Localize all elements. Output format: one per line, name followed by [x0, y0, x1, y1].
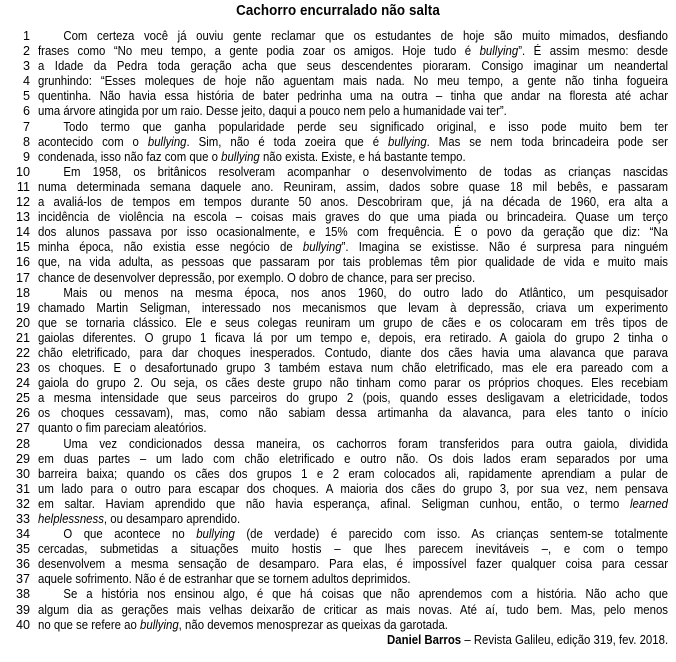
line-number: 15	[15, 240, 30, 255]
line-number: 30	[15, 466, 30, 481]
attribution-author: Daniel Barros	[386, 632, 462, 647]
text-line	[0, 150, 676, 165]
line-text: quanto o fim pareciam aleatórios.	[38, 421, 207, 436]
text-line	[0, 286, 676, 301]
text-line	[0, 255, 676, 270]
line-number: 35	[15, 542, 30, 557]
line-text: Com certeza você já ouviu gente reclamar que os estudantes de hoje são muito mimados, desfiando	[63, 29, 668, 43]
line-number: 33	[15, 512, 30, 526]
line-number: 32	[15, 496, 30, 511]
line-number: 4	[22, 74, 30, 89]
line-text: a mesma intensidade que seus parceiros do grupo 2 (pois, quando esses desligavam a eletricidade, todos	[38, 391, 668, 406]
line-number: 10	[15, 164, 30, 179]
line-text: O que acontece no bullying (de verdade) é parecido com isso. As crianças sentem-se totalmente	[63, 527, 668, 542]
text-line	[0, 406, 676, 421]
line-number: 23	[15, 361, 30, 376]
line-text: aquele sofrimento. Não é de estranhar que se tornem adultos deprimidos.	[38, 572, 411, 587]
text-line	[0, 376, 676, 391]
text-line	[0, 467, 676, 482]
line-number: 37	[15, 572, 30, 587]
line-number: 29	[15, 451, 30, 466]
line-text: quentinha. Não havia essa história de bater pedrinha uma na outra – tinha que andar na floresta até achar	[38, 89, 668, 104]
line-text: que, na vida adulta, as pessoas que passaram por tais problemas têm pior qualidade de vida e muito mais	[38, 255, 668, 270]
line-number: 38	[15, 587, 30, 602]
line-number: 25	[15, 391, 30, 406]
text-line	[0, 180, 676, 195]
line-text: Todo termo que ganha popularidade perde seu significado original, e isso pode muito bem ter	[63, 119, 668, 134]
line-text: uma árvore atingida por um raio. Desse jeito, daqui a pouco nem pelo a humanidade vai ter”.	[38, 104, 507, 119]
line-number: 39	[15, 602, 30, 617]
text-line	[0, 361, 676, 376]
line-text: chance de desenvolver depressão, por exemplo. O dobro de chance, para ser preciso.	[38, 270, 476, 285]
line-text: barreira baixa; quando os cães dos grupos 1 e 2 eram colocados ali, rapidamente aprendiam a pular de	[38, 466, 668, 481]
line-text: cercadas, submetidas a situações muito hostis – que lhes parecem inevitáveis –, e com o tempo	[38, 542, 668, 557]
line-text: os choques cessavam), mas, como não sabiam dessa artimanha da alavanca, para eles tanto o início	[38, 406, 668, 421]
line-text: os choques. E o desafortunado grupo 3 também estava num chão eletrificado, mas ele era pareado com a	[38, 361, 668, 376]
text-line	[0, 587, 676, 602]
text-line	[0, 542, 676, 557]
text-line	[0, 497, 676, 512]
text-line	[0, 210, 676, 225]
line-number: 22	[15, 345, 30, 360]
line-number: 21	[15, 330, 30, 345]
line-text: Mais ou menos na mesma época, nos anos 1960, do outro lado do Atlântico, um pesquisador	[63, 285, 668, 300]
line-text: chamado Martin Seligman, interessado nos mecanismos que levam à depressão, criava um experimento	[38, 300, 668, 315]
line-number: 14	[15, 225, 30, 240]
line-text: acontecido com o bullying. Sim, não é toda zoeira que é bullying. Mas se nem toda brincadeira pode ser	[38, 134, 668, 149]
text-line	[0, 59, 676, 74]
text-line	[0, 603, 676, 618]
text-line	[0, 29, 676, 44]
line-text: condenada, isso não faz com que o bullying não exista. Existe, e há bastante tempo.	[38, 149, 466, 164]
line-number: 26	[15, 406, 30, 421]
text-line	[0, 301, 676, 316]
line-text: algum dia as gerações mais velhas deixarão de criticar as mais novas. Até aí, tudo bem. Mas, pelo menos	[38, 602, 668, 617]
line-number: 6	[22, 104, 30, 119]
text-line	[0, 195, 676, 210]
line-text: incidência de violência na escola – coisas mais graves do que uma piada ou brincadeira. Quase um terço	[38, 210, 668, 225]
line-number: 27	[15, 421, 30, 436]
text-line	[0, 225, 676, 240]
text-line	[0, 512, 676, 527]
text-line	[0, 527, 676, 542]
line-text: a Idade da Pedra toda geração acha que seus descendentes pioraram. Consigo imaginar um neandertal	[38, 59, 668, 74]
attribution-source: – Revista Galileu, edição 319, fev. 2018.	[461, 632, 668, 647]
line-number: 9	[22, 149, 30, 164]
text-line	[0, 391, 676, 406]
line-text: numa determinada semana daquele ano. Reuniram, assim, dados sobre quase 18 mil bebês, e passaram	[38, 179, 668, 194]
text-line	[0, 89, 676, 104]
line-text: que se tornaria clássico. Ele e seus colegas reuniram um grupo de cães e os colocaram em três tipos de	[38, 315, 668, 330]
line-text: em saltar. Haviam aprendido que não havia esperança, afinal. Seligman cunhou, então, o termo learned	[38, 496, 668, 511]
text-line	[0, 120, 676, 135]
line-number: 19	[15, 300, 30, 315]
line-number: 7	[22, 119, 30, 134]
line-number: 18	[15, 285, 30, 300]
line-text: frases como “No meu tempo, a gente podia zoar os amigos. Hoje tudo é bullying”. É assim mesmo: desde	[38, 44, 668, 59]
line-number: 36	[15, 557, 30, 572]
line-text: grunhindo: “Esses moleques de hoje não aguentam mais nada. No meu tempo, a gente não tinha fogueira	[38, 74, 668, 89]
line-text: dos alunos passava por isso ocasionalmente, e 15% com frequência. É o povo da geração que diz: “Na	[38, 225, 668, 240]
text-line	[0, 437, 676, 452]
page-title: Cachorro encurralado não salta	[236, 3, 440, 19]
text-line	[0, 557, 676, 572]
line-text: um lado para o outro para escapar dos choques. A maioria dos cães do grupo 3, por sua vez, nem pensava	[38, 481, 668, 496]
line-text: no que se refere ao bullying, não devemos menosprezar as queixas da garotada.	[38, 617, 448, 632]
line-number: 11	[16, 179, 30, 194]
attribution-text	[38, 633, 668, 648]
text-line	[0, 104, 676, 119]
line-text: minha época, não existia esse negócio de bullying”. Imagina se existisse. Não é surpresa para ninguém	[38, 240, 668, 255]
line-number: 24	[15, 376, 30, 391]
line-text: Se a história nos ensinou algo, é que há coisas que não aprendemos com a história. Não acho que	[63, 587, 668, 602]
line-number: 8	[22, 134, 30, 149]
line-number: 40	[15, 617, 30, 632]
text-line	[0, 452, 676, 467]
line-number: 12	[15, 195, 30, 210]
line-number: 20	[15, 315, 30, 330]
text-line	[0, 421, 676, 436]
line-text: Uma vez condicionados dessa maneira, os cachorros foram transferidos para outra gaiola, dividida	[63, 436, 668, 451]
line-number: 16	[15, 255, 30, 270]
text-line	[0, 240, 676, 255]
line-number: 17	[15, 270, 30, 285]
attribution-line	[0, 633, 676, 648]
line-text: em duas partes – um lado com chão eletrificado e outro não. Os dois lados eram separados por uma	[38, 451, 668, 466]
text-line	[0, 482, 676, 497]
text-line	[0, 44, 676, 59]
text-line	[0, 135, 676, 150]
line-number: 2	[22, 44, 30, 59]
line-number: 5	[22, 89, 30, 104]
line-text: gaiola do grupo 2. Ou seja, os cães deste grupo não tinham como parar os próprios choques. Eles recebiam	[38, 376, 668, 391]
text-line	[0, 618, 676, 633]
line-text: a avaliá-los de tempos em tempos durante 50 anos. Descobriram que, já na década de 1960, era alta a	[38, 195, 668, 210]
text-line	[0, 74, 676, 89]
text-line	[0, 165, 676, 180]
text-line	[0, 331, 676, 346]
line-text: Em 1958, os britânicos resolveram acompanhar o desenvolvimento de todas as crianças nascidas	[63, 164, 668, 179]
text-line	[0, 271, 676, 286]
numbered-text-body	[0, 29, 676, 648]
text-line	[0, 316, 676, 331]
line-number: 13	[15, 210, 30, 225]
line-number: 3	[22, 59, 30, 74]
line-text: desenvolvem a mesma sensação de desamparo. Para elas, é impossível fazer qualquer coisa para cessar	[38, 557, 668, 572]
line-number: 31	[15, 481, 30, 496]
line-number: 28	[15, 436, 30, 451]
line-text: helplessness, ou desamparo aprendido.	[38, 512, 241, 526]
text-line	[0, 572, 676, 587]
text-line	[0, 346, 676, 361]
line-number: 34	[15, 527, 30, 542]
line-number: 1	[22, 29, 30, 43]
line-text: chão eletrificado, para dar choques inesperados. Contudo, diante dos cães havia uma alavanca que parava	[38, 345, 668, 360]
line-text: gaiolas diferentes. O grupo 1 ficava lá por um tempo e, depois, era retirado. A gaiola do grupo 2 tinha o	[38, 330, 668, 345]
